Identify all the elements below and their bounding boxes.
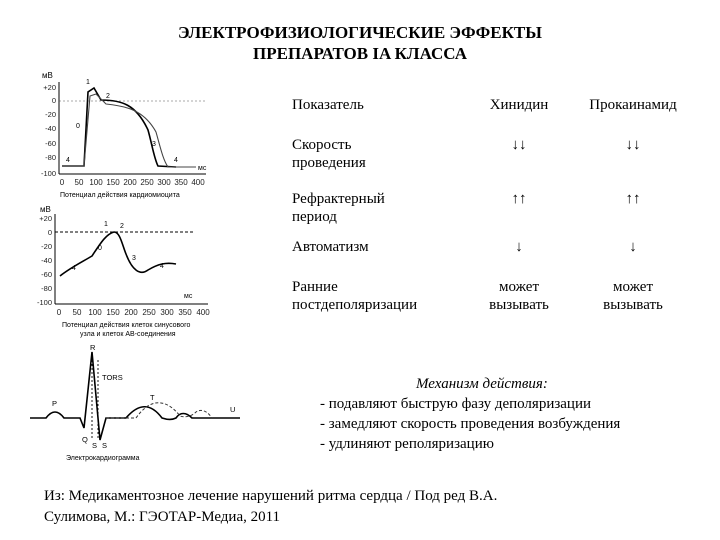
mechanism-block <box>320 374 700 454</box>
fig1-phase-label: 0 <box>76 123 80 130</box>
fig2-ytick: -60 <box>41 270 52 279</box>
cell-procainamide: ↓↓ <box>625 137 641 153</box>
fig2-ytick: -40 <box>41 256 52 265</box>
fig1-ytick: -80 <box>45 153 56 162</box>
ecg-trace <box>30 352 240 440</box>
ecg-wave-label: P <box>52 399 58 408</box>
slide-title-line1: ЭЛЕКТРОФИЗИОЛОГИЧЕСКИЕ ЭФФЕКТЫ <box>178 23 542 42</box>
mechanism-item: - подавляют быструю фазу деполяризации <box>320 396 592 412</box>
mechanism-item: - удлиняют реполяризацию <box>320 436 494 452</box>
fig1-xtick: 150 <box>106 178 120 187</box>
fig2-ytick: -80 <box>41 284 52 293</box>
fig2-ytick: +20 <box>39 214 52 223</box>
fig1-caption: Потенциал действия кардиомиоцита <box>60 192 180 199</box>
fig1-phase-label: 1 <box>86 79 90 86</box>
fig2-unit-y: мВ <box>40 205 51 214</box>
table-header-row <box>286 86 692 132</box>
fig1-xtick: 350 <box>174 178 188 187</box>
fig2-ytick: -100 <box>36 298 52 307</box>
fig2-phase-label: 2 <box>120 223 124 230</box>
figure-ecg <box>26 342 256 466</box>
fig1-ytick: -60 <box>45 139 56 148</box>
fig1-phase-label: 2 <box>106 93 110 100</box>
source-line1: Из: Медикаментозное лечение нарушений ритма сердца / Под ред В.А. <box>44 488 498 504</box>
fig2-caption: узла и клеток АВ-соединения <box>80 331 176 338</box>
table-row <box>286 132 692 186</box>
cell-procainamide: может вызывать <box>603 279 663 313</box>
mechanism-item: - замедляют скорость проведения возбуждения <box>320 416 621 432</box>
cell-quinidine: ↓↓ <box>511 137 527 153</box>
fig2-xtick: 350 <box>178 308 192 317</box>
table-row <box>286 234 692 276</box>
row-name: Ранние постдеполяризации <box>292 279 418 313</box>
ecg-wave-label: R <box>90 343 96 352</box>
fig1-phase-label: 4 <box>66 157 70 164</box>
fig2-phase-label: 4 <box>72 265 76 272</box>
header-quinidine: Хинидин <box>489 97 549 113</box>
fig2-ap-curve <box>60 232 176 276</box>
slide-title <box>0 22 720 64</box>
ecg-wave-label: S <box>102 441 108 450</box>
header-indicator: Показатель <box>292 97 364 113</box>
cell-quinidine: ↑↑ <box>511 191 527 207</box>
fig1-unit-x: мс <box>198 165 207 172</box>
cell-quinidine: ↓ <box>515 239 523 255</box>
fig1-xtick: 0 <box>59 178 65 187</box>
source-line2: Сулимова, М.: ГЭОТАР-Медиа, 2011 <box>44 509 281 525</box>
fig2-phase-label: 4 <box>160 263 164 270</box>
fig2-unit-x: мс <box>184 293 193 300</box>
fig2-phase-label: 1 <box>104 221 108 228</box>
table-row <box>286 276 692 322</box>
fig1-xtick: 400 <box>191 178 205 187</box>
fig1-ytick: -40 <box>45 124 56 133</box>
ecg-wave-label: Q <box>82 435 88 444</box>
ecg-wave-label: U <box>230 405 236 414</box>
ecg-caption: Электрокардиограмма <box>66 455 140 462</box>
cell-quinidine: может вызывать <box>489 279 549 313</box>
mechanism-title: Механизм действия: <box>416 376 548 392</box>
fig1-ytick: -100 <box>40 169 56 178</box>
fig1-ytick: -20 <box>45 110 56 119</box>
fig2-xtick: 50 <box>72 308 82 317</box>
fig1-xtick: 250 <box>140 178 154 187</box>
fig1-xtick: 300 <box>157 178 171 187</box>
fig2-phase-label: 3 <box>132 255 136 262</box>
row-name: Автоматизм <box>292 239 369 255</box>
row-name: Рефрактерный период <box>292 191 385 225</box>
source-citation <box>44 486 684 528</box>
ecg-wave-label: TORS <box>102 373 123 382</box>
fig2-xtick: 400 <box>196 308 210 317</box>
ecg-wave-label: S <box>92 441 98 450</box>
fig2-ytick: -20 <box>41 242 52 251</box>
header-procainamide: Прокаинамид <box>589 97 677 113</box>
row-name: Скорость проведения <box>292 137 366 171</box>
fig1-xtick: 200 <box>123 178 137 187</box>
fig1-ytick: 0 <box>51 96 56 105</box>
cell-procainamide: ↑↑ <box>625 191 641 207</box>
fig2-phase-label: 0 <box>98 245 102 252</box>
fig2-xtick: 100 <box>88 308 102 317</box>
fig2-xtick: 150 <box>106 308 120 317</box>
figure-sinus-node-ap <box>8 204 218 342</box>
fig2-xtick: 0 <box>56 308 62 317</box>
figure-cardiomyocyte-ap <box>26 70 216 208</box>
cell-procainamide: ↓ <box>629 239 637 255</box>
fig1-phase-label: 4 <box>174 157 178 164</box>
fig2-caption: Потенциал действия клеток синусового <box>62 322 191 329</box>
slide-title-line2: ПРЕПАРАТОВ IA КЛАССА <box>253 44 467 63</box>
table-row <box>286 186 692 234</box>
ecg-wave-label: T <box>150 393 155 402</box>
fig2-xtick: 200 <box>124 308 138 317</box>
fig1-xtick: 50 <box>74 178 84 187</box>
fig1-phase-label: 3 <box>152 141 156 148</box>
fig2-xtick: 250 <box>142 308 156 317</box>
ecg-trace-drug <box>106 403 212 418</box>
fig1-ytick: +20 <box>43 83 56 92</box>
fig2-ytick: 0 <box>47 228 52 237</box>
effects-table <box>286 86 692 322</box>
fig1-xtick: 100 <box>89 178 103 187</box>
fig2-xtick: 300 <box>160 308 174 317</box>
fig1-unit-y: мВ <box>42 71 53 80</box>
